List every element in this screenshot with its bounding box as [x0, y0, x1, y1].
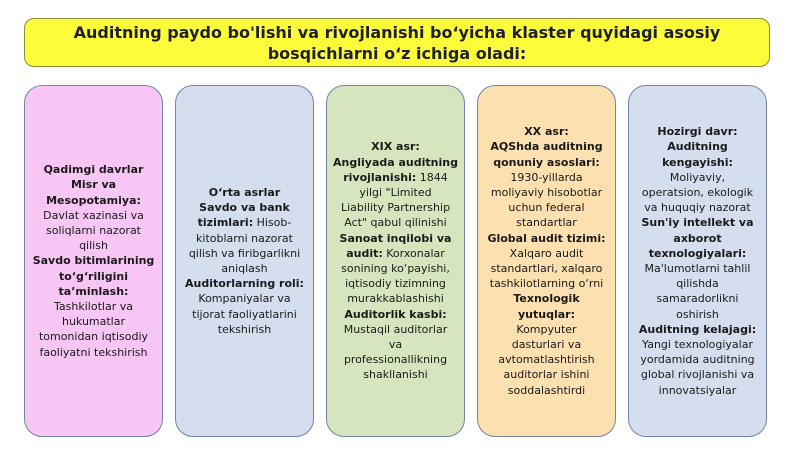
- stage-heading-text: Hozirgi davr:: [657, 125, 738, 139]
- stage-text-line: [346, 246, 445, 261]
- stage-text-line: moliyaviy hisobotlar: [490, 185, 603, 199]
- stage-heading-text: Auditning: [667, 140, 728, 154]
- stage-text-line: iqtisodiy tizimning: [345, 277, 446, 291]
- stage-text-line: Xalqaro audit: [509, 246, 584, 260]
- stage-text-line: auditorlar ishini: [503, 368, 590, 382]
- stage-text-line: [490, 139, 602, 154]
- stage-text-line: yordamida auditning: [640, 353, 755, 367]
- stage-text-line: Kompyuter: [516, 322, 577, 336]
- stage-text-line: [340, 231, 452, 246]
- stage-text-line: [199, 200, 290, 215]
- stage-text-line: [667, 139, 728, 154]
- stage-text-line: sonining ko‘payishi,: [341, 262, 450, 275]
- stage-text-line: innovatsiyalar: [658, 383, 737, 397]
- stage-text-line: [46, 193, 141, 208]
- stage-text-line: [487, 231, 605, 246]
- stage-text-line: Davlat xazinasi va: [43, 208, 144, 222]
- stage-box-19th-century: [326, 85, 465, 437]
- stage-text-line: dasturlari va: [511, 338, 582, 352]
- stage-text-line: [371, 139, 420, 154]
- stage-heading-text: kengayishi:: [662, 155, 733, 169]
- stage-text-line: samaradorlikni: [656, 292, 739, 306]
- stage-text-line: soddalashtirdi: [507, 383, 586, 397]
- stage-heading-text: O‘rta asrlar: [208, 185, 281, 199]
- stage-text-line: tashkilotlarning o‘rni: [489, 277, 604, 291]
- stage-heading-text: Angliyada auditning: [333, 155, 458, 169]
- stage-text-line: [185, 276, 304, 291]
- stage-text-line: [493, 155, 600, 170]
- stage-text-line: [333, 155, 458, 170]
- stage-text-line: hukumatlar: [61, 315, 126, 329]
- stage-heading-text: texnologiyalari:: [648, 246, 747, 260]
- stage-box-middle-ages: [175, 85, 314, 437]
- stage-text-line: Act" qabul qilinishi: [344, 216, 447, 230]
- stage-text-line: [198, 215, 292, 230]
- stage-text-line: [44, 162, 144, 177]
- stage-heading-text: Global audit tizimi:: [487, 231, 606, 245]
- diagram-title-box: [24, 18, 770, 67]
- stage-text-line: Ma'lumotlarni tahlil: [644, 262, 751, 275]
- stage-text-line: Kompaniyalar va: [198, 292, 291, 306]
- stage-text-line: standartlar: [516, 216, 577, 230]
- stage-text-line: qilishda: [676, 277, 719, 291]
- stage-text-line: qilish va firibgarlikni: [188, 246, 301, 260]
- stage-heading-text: tizimlari:: [197, 216, 254, 230]
- stage-text-line: [209, 185, 280, 200]
- stage-heading-text: to‘g‘riligini: [58, 269, 129, 283]
- stage-text-line: shakllanishi: [363, 368, 428, 382]
- stage-text-line: avtomatlashtirish: [498, 353, 595, 367]
- stage-heading-text: Sun'iy intellekt va: [641, 216, 754, 230]
- stage-text-line: oshirish: [676, 307, 719, 321]
- stage-text-line: va: [388, 338, 403, 352]
- stage-text-line: [71, 177, 116, 192]
- stage-text-line: Mustaqil auditorlar: [343, 322, 448, 336]
- stage-text-line: [524, 124, 569, 139]
- stage-body-text: 1844: [416, 170, 448, 184]
- stage-text-line: operatsion, ekologik: [641, 185, 754, 199]
- stage-text-line: tekshirish: [217, 322, 272, 336]
- stage-text-line: murakkablashishi: [347, 292, 444, 306]
- stage-box-20th-century: [477, 85, 616, 437]
- stage-heading-text: rivojlanishi:: [343, 170, 417, 184]
- stage-text-line: soliqlarni nazorat: [46, 223, 141, 237]
- stage-heading-text: qonuniy asoslari:: [493, 155, 600, 169]
- stage-text-line: Liability Partnership: [340, 201, 451, 215]
- stage-text-line: [639, 322, 756, 337]
- stage-heading-text: Auditning kelajagi:: [638, 322, 757, 336]
- stage-heading-text: ta’minlash:: [58, 284, 129, 298]
- stage-heading-text: axborot: [673, 231, 722, 245]
- stage-text-line: standartlari, xalqaro: [490, 262, 603, 275]
- stage-text-line: [343, 170, 448, 185]
- stage-heading-text: Texnologik yutuqlar:: [513, 292, 580, 321]
- stage-text-line: Yangi texnologiyalar: [642, 338, 753, 352]
- stage-heading-text: Savdo va bank: [199, 201, 290, 215]
- stage-text-line: [662, 155, 733, 170]
- stage-text-line: uchun federal: [508, 201, 585, 215]
- stage-heading-text: XIX asr:: [371, 140, 420, 154]
- stage-heading-text: Qadimgi davrlar: [43, 163, 144, 177]
- diagram-title-line-2: bosqichlarni o‘z ichiga oladi:: [267, 43, 527, 63]
- stage-text-line: global rivojlanishi va: [640, 368, 755, 382]
- stage-text-line: professionallikning: [343, 353, 448, 367]
- stage-text-line: qilish: [79, 239, 108, 253]
- stage-text-line: va huquqiy nazorat: [644, 201, 751, 215]
- stage-text-line: Moliyaviy,: [669, 170, 726, 184]
- stage-heading-text: Auditorlarning roli:: [185, 277, 304, 291]
- stage-text-line: aniqlash: [221, 262, 268, 275]
- stage-text-line: kitoblarni nazorat: [196, 231, 293, 245]
- diagram-title: [74, 22, 721, 64]
- stage-box-present: [628, 85, 767, 437]
- stage-text-line: [59, 269, 128, 284]
- stage-text-line: [641, 215, 753, 230]
- stage-body-text: Hisob-: [253, 216, 292, 230]
- stage-heading-text: AQShda auditning: [490, 140, 603, 154]
- stage-body-text: Korxonalar: [382, 246, 445, 260]
- stage-text-line: tijorat faoliyatlarini: [192, 307, 297, 321]
- stage-text-line: [673, 231, 721, 246]
- stage-box-ancient: [24, 85, 163, 437]
- stage-text-line: faoliyatni tekshirish: [39, 345, 148, 359]
- stage-text-line: [59, 284, 129, 299]
- stage-text-line: tomonidan iqtisodiy: [38, 330, 149, 344]
- stage-heading-text: Sanoat inqilobi va: [339, 231, 452, 245]
- stage-text-line: [33, 253, 155, 268]
- stage-heading-text: XX asr:: [524, 125, 569, 139]
- stage-heading-text: Misr va: [70, 178, 117, 192]
- diagram-title-line-1: Auditning paydo bo'lishi va rivojlanishi bo‘yicha klaster quyidagi asosiy: [73, 22, 721, 42]
- stage-text-line: 1930-yillarda: [510, 170, 583, 184]
- stage-heading-text: Savdo bitimlarining: [32, 254, 155, 268]
- stage-text-line: Tashkilotlar va: [54, 300, 133, 313]
- stage-text-line: [344, 307, 446, 322]
- stage-heading-text: audit:: [346, 246, 383, 260]
- stage-text-line: [483, 291, 610, 321]
- stage-text-line: yilgi "Limited: [359, 185, 432, 199]
- stage-text-line: [657, 124, 737, 139]
- stage-heading-text: Mesopotamiya:: [46, 193, 141, 207]
- stage-text-line: [649, 246, 747, 261]
- stage-heading-text: Auditorlik kasbi:: [344, 307, 447, 321]
